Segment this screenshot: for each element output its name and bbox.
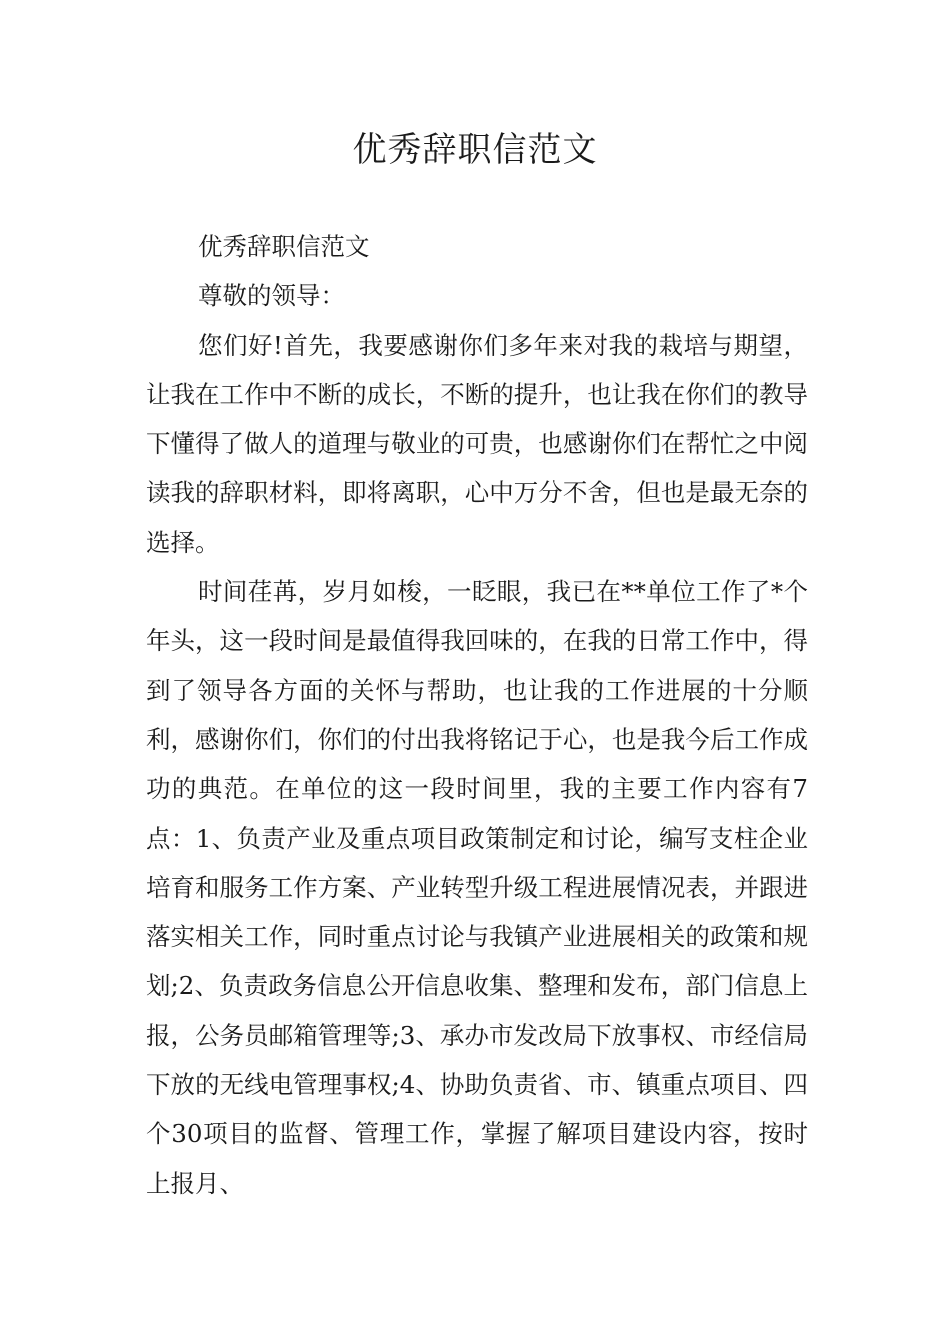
document-title: 优秀辞职信范文	[352, 130, 598, 170]
paragraph-heading: 优秀辞职信范文	[198, 232, 370, 261]
paragraph-salutation: 尊敬的领导：	[198, 281, 345, 311]
paragraph-work-summary: 时间荏苒，岁月如梭，一眨眼，我已在**单位工作了*个年头，这一段时间是最值得我回味的，在我的日常工作中，得到了领导各方面的关怀与帮助，也让我的工作进展的十分顺利，感谢你们，你们的付出我将铭记于心，也是我今后工作成功的典范。在单位的这一段时间里，我的主要工作内容有7点：1、负责产业及重点项目政策制定和讨论，编写支柱企业培育和服务工作方案、产业转型升级工程进展情况表，并跟进落实相关工作，同时重点讨论与我镇产业进展相关的政策和规划;2、负责政务信息公开信息收集、整理和发布，部门信息上报，公务员邮箱管理等;3、承办市发改局下放事权、市经信局下放的无线电管理事权;4、协助负责省、市、镇重点项目、四个30项目的监督、管理工作，掌握了解项目建设内容，按时上报月、	[146, 577, 808, 1198]
paragraph-greeting: 您们好!首先，我要感谢你们多年来对我的栽培与期望，让我在工作中不断的成长，不断的提升，也让我在你们的教导下懂得了做人的道理与敬业的可贵，也感谢你们在帮忙之中阅读我的辞职材料，即将离职，心中万分不舍，但也是最无奈的选择。	[146, 330, 808, 557]
document-body	[146, 222, 808, 1208]
